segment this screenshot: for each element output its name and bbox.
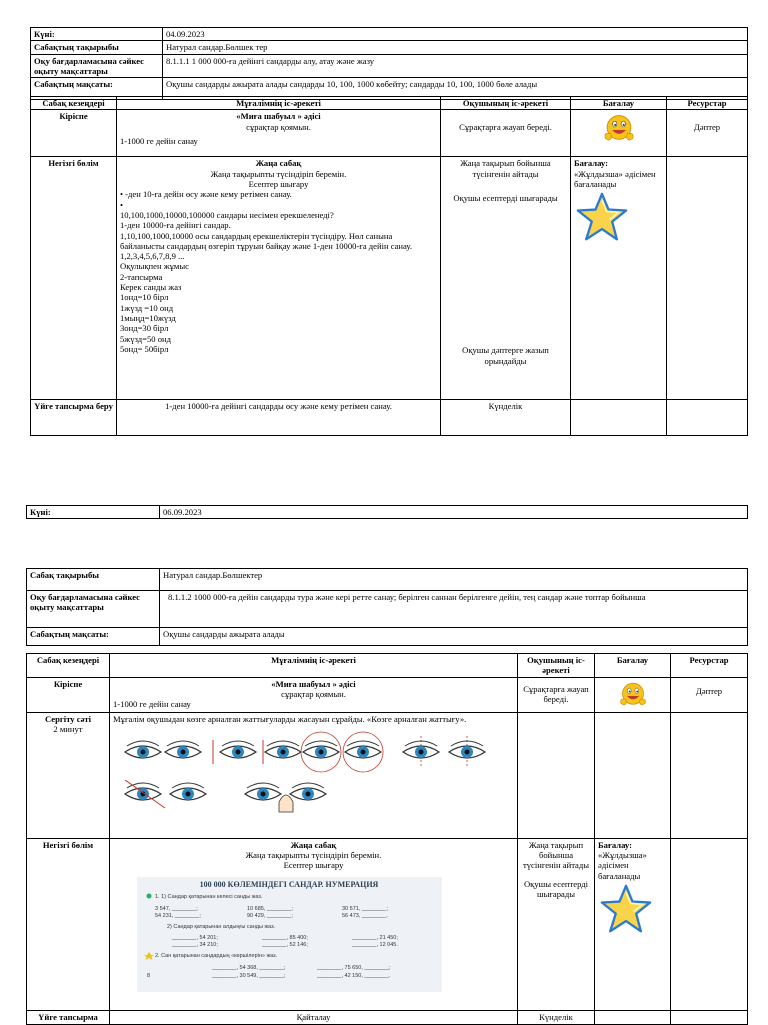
info-value: Натурал сандар.Бөлшектер (160, 569, 748, 591)
stage-homework: Үйге тапсырма (27, 1010, 110, 1024)
main-line: 1онд=10 бірл (120, 292, 169, 303)
student-solves: Оқушы есептерді шығарады (453, 192, 558, 203)
intro-questions: сұрақтар қоямын. (281, 688, 346, 699)
homework-resource (671, 1010, 748, 1024)
stage-main: Негізгі бөлім (27, 838, 110, 1010)
student-solves: Оқушы есептерді шығарады (523, 878, 589, 899)
textbook-page-image (137, 877, 442, 992)
assess-text: «Жұлдызша» әдісімен бағаланады (574, 168, 656, 189)
book-cell: ________, 54 368, ________; (212, 964, 286, 971)
main-resource (671, 838, 748, 1010)
book-cell: ________, 75 650, ________; (317, 964, 391, 971)
refresh-text: Мұғалім оқушыдан көзге арналған жаттығуларды жасауын сұрайды. «Көзге арналған жаттығу». (113, 713, 467, 724)
header-assessment: Бағалау (595, 654, 671, 678)
main-line: 1мыңд=10жүзд (120, 313, 176, 323)
homework-text: Қайталау (110, 1010, 518, 1024)
thumbs-up-smiley-icon (618, 681, 648, 711)
main-line: • -ден 10-ға дейін өсу және кему ретімен санау. (120, 189, 292, 200)
eye-exercise-illustration (113, 724, 513, 814)
lesson1-info-table (30, 27, 748, 100)
header-teacher: Мұғалімнің іс-әрекеті (110, 654, 518, 678)
book-cell: 54 231, ________; (155, 912, 201, 919)
info-label: Оқу бағдарламасына сәйкес оқыту мақсаттары (27, 591, 160, 628)
header-teacher: Мұғалімнің іс-әрекеті (117, 97, 441, 110)
book-cell: ________, 42 150, ________. (317, 972, 391, 979)
book-cell: ________, 30 549, ________; (212, 972, 286, 979)
book-cell: 56 473, ________. (342, 912, 388, 919)
intro-student: Сұрақтарға жауап береді. (518, 677, 595, 712)
lesson1-plan-table (30, 96, 748, 436)
main-line: 1,10,100,1000,10000 осы сандардың ерекшеліктерін түсіндіру. Нөл санына байланысты сандардың өзгеріп тұруын байқау және 1-ден 10000-ға дейін санау. (120, 230, 412, 251)
main-line: 1-ден 10000-ға дейінгі сандар. (120, 220, 231, 231)
intro-questions: сұрақтар қоямын. (246, 121, 311, 132)
intro-teacher (110, 677, 518, 712)
book-cell: 3 547, ________; (155, 905, 198, 912)
intro-assessment (595, 677, 671, 712)
lesson2-plan-table (26, 653, 748, 1025)
intro-resource: Дәптер (671, 677, 748, 712)
info-label: Сабақтың мақсаты: (27, 628, 160, 646)
header-assessment: Бағалау (571, 97, 667, 110)
star-icon (574, 191, 630, 243)
main-line: 2-тапсырма (120, 271, 163, 282)
book-cell: 10 685, ________; (247, 905, 293, 912)
book-cell: 90 429, ________; (247, 912, 293, 919)
student-explains: Жаңа тақырып бойынша түсінгенін айтады (522, 839, 590, 871)
book-cell: ________, 52 146; (262, 941, 308, 948)
main-teacher (117, 157, 441, 400)
refresh-resource (671, 712, 748, 838)
info-label: Сабақтың мақсаты: (31, 78, 163, 100)
intro-student: Сұрақтарға жауап береді. (441, 110, 571, 157)
date-label: Күні: (27, 506, 160, 519)
intro-count: 1-1000 ге дейін санау (113, 699, 191, 710)
book-cell: ________, 12 045. (352, 941, 398, 948)
intro-assessment (571, 110, 667, 157)
main-teacher (110, 838, 518, 1010)
assess-label: Бағалау: (598, 839, 632, 850)
refresh-student (518, 712, 595, 838)
main-line: Керек санды жаз (120, 282, 182, 293)
intro-method: «Миға шабуыл » әдісі (271, 678, 356, 689)
main-resource (667, 157, 748, 400)
info-label: Күні: (31, 28, 163, 41)
homework-assessment (571, 400, 667, 436)
header-student: Оқушының іс-әрекеті (518, 654, 595, 678)
refresh-duration: 2 минут (53, 723, 83, 734)
stage-main: Негізгі бөлім (31, 157, 117, 400)
main-title: Жаңа сабақ (255, 158, 302, 169)
info-value: 8.1.1.1 1 000 000-ға дейінгі сандарды алу, атау және жазу (163, 54, 748, 78)
stage-intro: Кіріспе (31, 110, 117, 157)
main-line: 5жүзд=50 онд (120, 333, 172, 344)
homework-text: 1-ден 10000-ға дейінгі сандарды өсу және кему ретімен санау. (117, 400, 441, 436)
stage-refresh (27, 712, 110, 838)
homework-assessment (595, 1010, 671, 1024)
book-task1b: 2) Сандар қатарынан алдыңғы санды жаз. (167, 923, 276, 930)
book-task1: 1. 1) Сандар қатарынан келесі санды жаз. (155, 893, 263, 900)
header-resources: Ресурстар (671, 654, 748, 678)
main-line: 10,100,1000,10000,100000 сандары несімен ерекшеленеді? (120, 209, 334, 220)
intro-resource: Дәптер (667, 110, 748, 157)
thumbs-up-smiley-icon (602, 113, 636, 147)
main-line: 3онд=30 бірл (120, 323, 169, 334)
main-assessment (571, 157, 667, 400)
main-line: • (120, 199, 124, 210)
student-explains: Жаңа тақырып бойынша түсінгенін айтады (460, 158, 551, 179)
main-student (518, 838, 595, 1010)
header-resources: Ресурстар (667, 97, 748, 110)
main-student (441, 157, 571, 400)
info-value: Оқушы сандарды ажырата алады (160, 628, 748, 646)
main-line: 5онд= 50бірл (120, 343, 169, 354)
refresh-label: Сергіту сәті (45, 713, 91, 724)
book-task2: 2. Сан қатарынан сандардың «көршілерін» жаз. (155, 952, 278, 959)
stage-intro: Кіріспе (27, 677, 110, 712)
assess-label: Бағалау: (574, 158, 608, 169)
main-line: Жаңа тақырыпты түсіндіріп беремін. (245, 849, 382, 860)
star-icon (598, 883, 654, 935)
book-cell: ________, 34 210; (172, 941, 218, 948)
lesson2-info-table (26, 568, 748, 646)
refresh-teacher (110, 712, 518, 838)
main-assessment (595, 838, 671, 1010)
header-stage: Сабақ кезеңдері (27, 654, 110, 678)
student-writes: Оқушы дәптерге жазып орындайды (462, 345, 549, 366)
info-value: Натурал сандар.Бөлшек тер (163, 41, 748, 54)
book-cell: ________, 21 450; (352, 934, 398, 941)
info-label: Сабақтың тақырыбы (31, 41, 163, 54)
book-mark: 8 (147, 972, 151, 979)
info-value: 8.1.1.2 1000 000-ға дейін сандарды тура және кері ретте санау; берілген саннан берілгенге дейін, тең сандар және топтар бойынша (160, 591, 748, 628)
main-line: 1жүзд =10 онд (120, 302, 174, 313)
homework-student: Күнделік (441, 400, 571, 436)
intro-method: «Миға шабуыл » әдісі (236, 111, 321, 122)
info-value: Оқушы сандарды ажырата алады сандарды 10, 100, 1000 көбейту; сандарды 10, 100, 1000 бөле алады (163, 78, 748, 100)
main-line: Есептер шығару (248, 178, 309, 189)
book-cell: ________, 85 400; (262, 934, 308, 941)
lesson2-date-table (26, 505, 748, 519)
main-line: Жаңа тақырыпты түсіндіріп беремін. (210, 168, 347, 179)
info-label: Оқу бағдарламасына сәйкес оқыту мақсаттары (31, 54, 163, 78)
header-stage: Сабақ кезеңдері (31, 97, 117, 110)
book-cell: 30 571, ________; (342, 905, 388, 912)
main-line: Есептер шығару (283, 860, 344, 871)
header-student: Оқушының іс-әрекеті (441, 97, 571, 110)
main-line: Оқулықпен жұмыс (120, 261, 189, 272)
homework-resource (667, 400, 748, 436)
main-line: 1,2,3,4,5,6,7,8,9 ... (120, 251, 185, 262)
refresh-assessment (595, 712, 671, 838)
book-cell: ________, 54 201; (172, 934, 218, 941)
date-value: 06.09.2023 (160, 506, 748, 519)
book-title: 100 000 КӨЛЕМІНДЕГІ САНДАР. НУМЕРАЦИЯ (199, 879, 379, 889)
info-value: 04.09.2023 (163, 28, 748, 41)
info-label: Сабақ тақырыбы (27, 569, 160, 591)
intro-count: 1-1000 ге дейін санау (120, 135, 198, 146)
intro-teacher (117, 110, 441, 157)
stage-homework: Үйге тапсырма беру (31, 400, 117, 436)
assess-text: «Жұлдызша» әдісімен бағаланады (598, 849, 647, 881)
homework-student: Күнделік (518, 1010, 595, 1024)
main-title: Жаңа сабақ (290, 839, 337, 850)
